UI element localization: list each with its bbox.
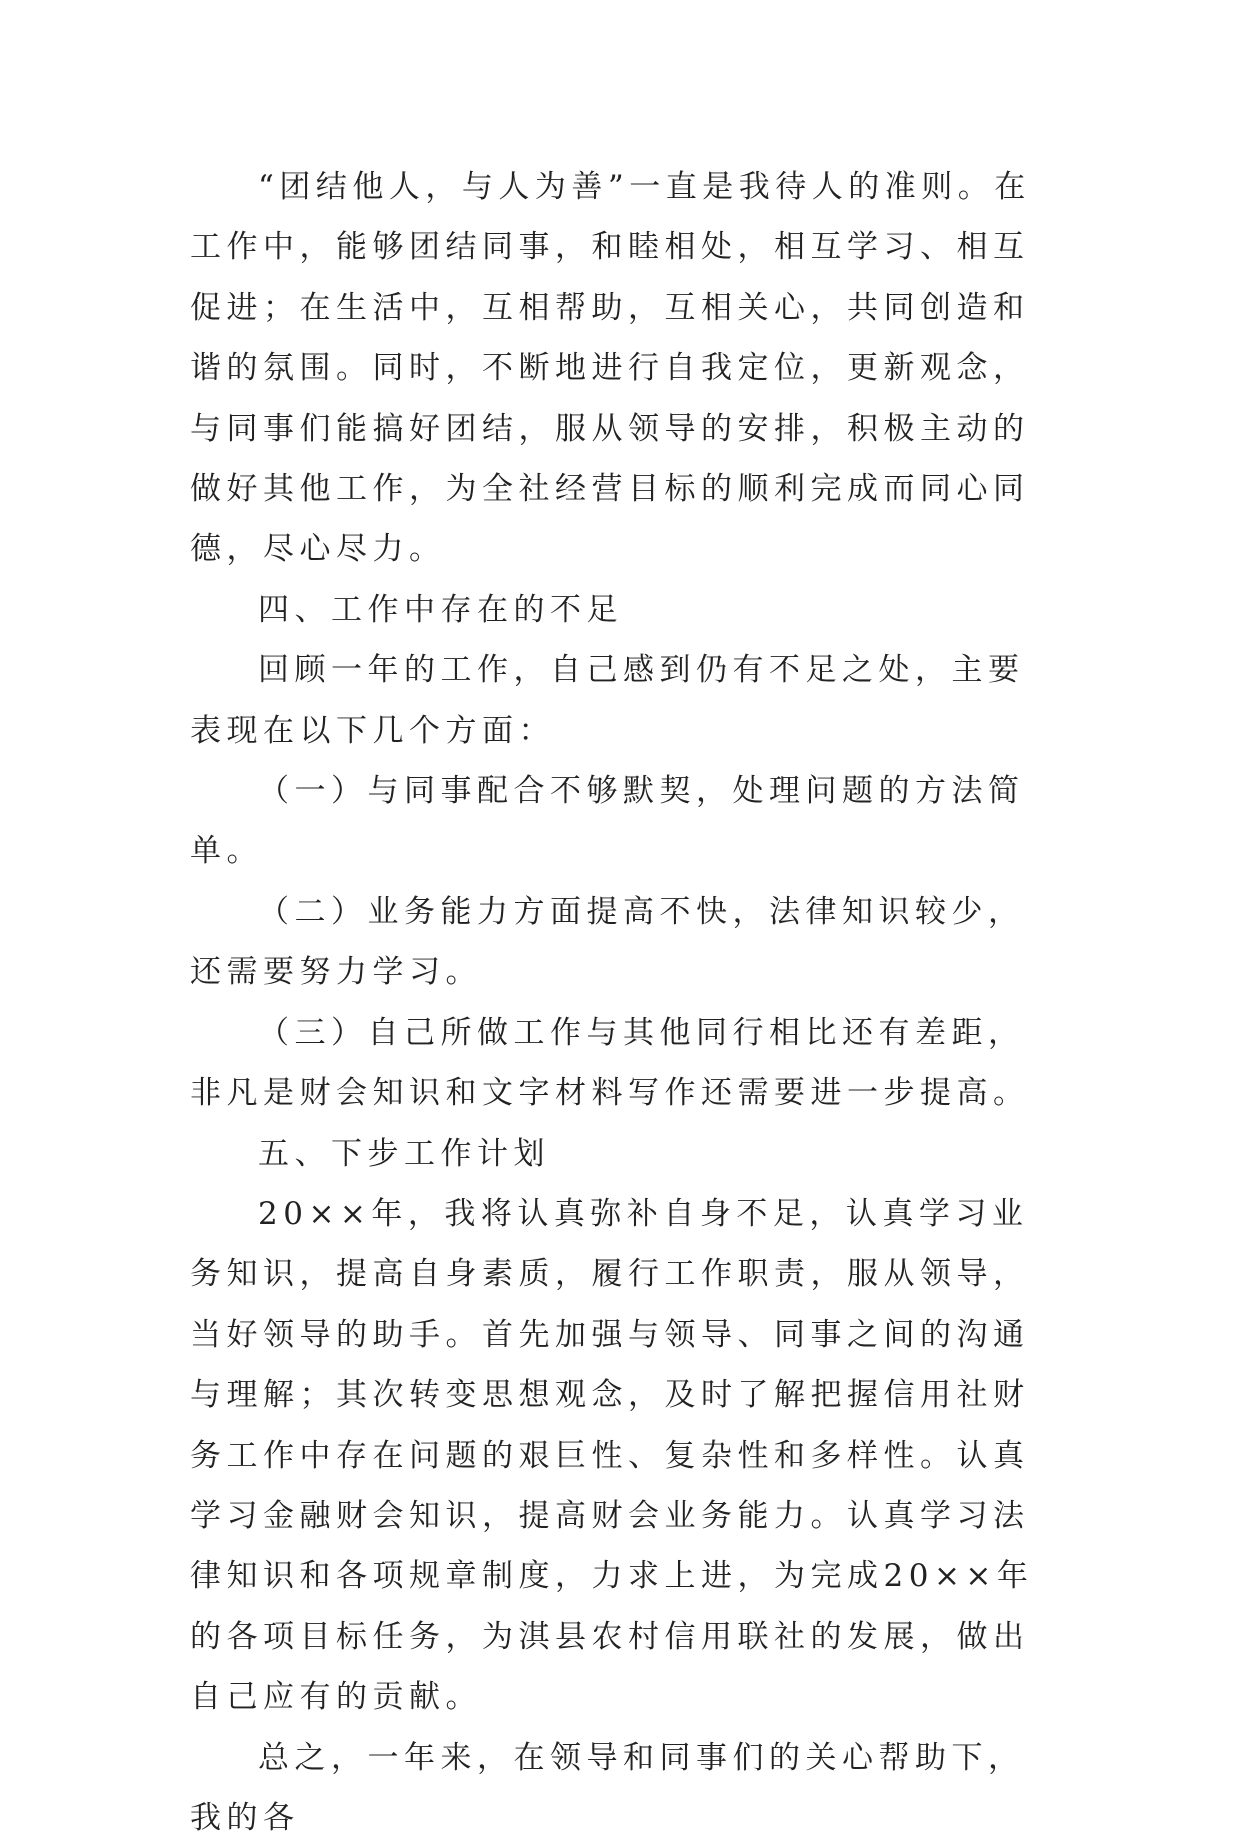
list-item-1: （一）与同事配合不够默契，处理问题的方法简单。 — [190, 773, 1025, 870]
paragraph-unity: “团结他人，与人为善”一直是我待人的准则。在工作中，能够团结同事，和睦相处，相互学习、相互促进；在生活中，互相帮助，互相关心，共同创造和谐的氛围。同时，不断地进行自我定位，更新观念，与同事们能搞好团结，服从领导的安排，积极主动的做好其他工作，为全社经营目标的顺利完成而同心同德，尽心尽力。 — [190, 169, 1031, 568]
document-body — [190, 157, 1060, 1848]
section-heading-plan: 五、下步工作计划 — [258, 1135, 550, 1172]
section-heading-shortcomings: 四、工作中存在的不足 — [258, 591, 623, 628]
paragraph-review: 回顾一年的工作，自己感到仍有不足之处，主要表现在以下几个方面： — [190, 652, 1025, 749]
paragraph-plan: 20××年，我将认真弥补自身不足，认真学习业务知识，提高自身素质，履行工作职责，服从领导，当好领导的助手。首先加强与领导、同事之间的沟通与理解；其次转变思想观念，及时了解把握信用社财务工作中存在问题的艰巨性、复杂性和多样性。认真学习金融财会知识，提高财会业务能力。认真学习法律知识和各项规章制度，力求上进，为完成20××年的各项目标任务，为淇县农村信用联社的发展，做出自己应有的贡献。 — [190, 1195, 1034, 1716]
list-item-2: （二）业务能力方面提高不快，法律知识较少，还需要努力学习。 — [190, 893, 1025, 991]
paragraph-summary: 总之，一年来，在领导和同事们的关心帮助下，我的各 — [190, 1739, 1025, 1836]
list-item-3: （三）自己所做工作与其他同行相比还有差距，非凡是财会知识和文字材料写作还需要进一步提高。 — [190, 1014, 1030, 1112]
